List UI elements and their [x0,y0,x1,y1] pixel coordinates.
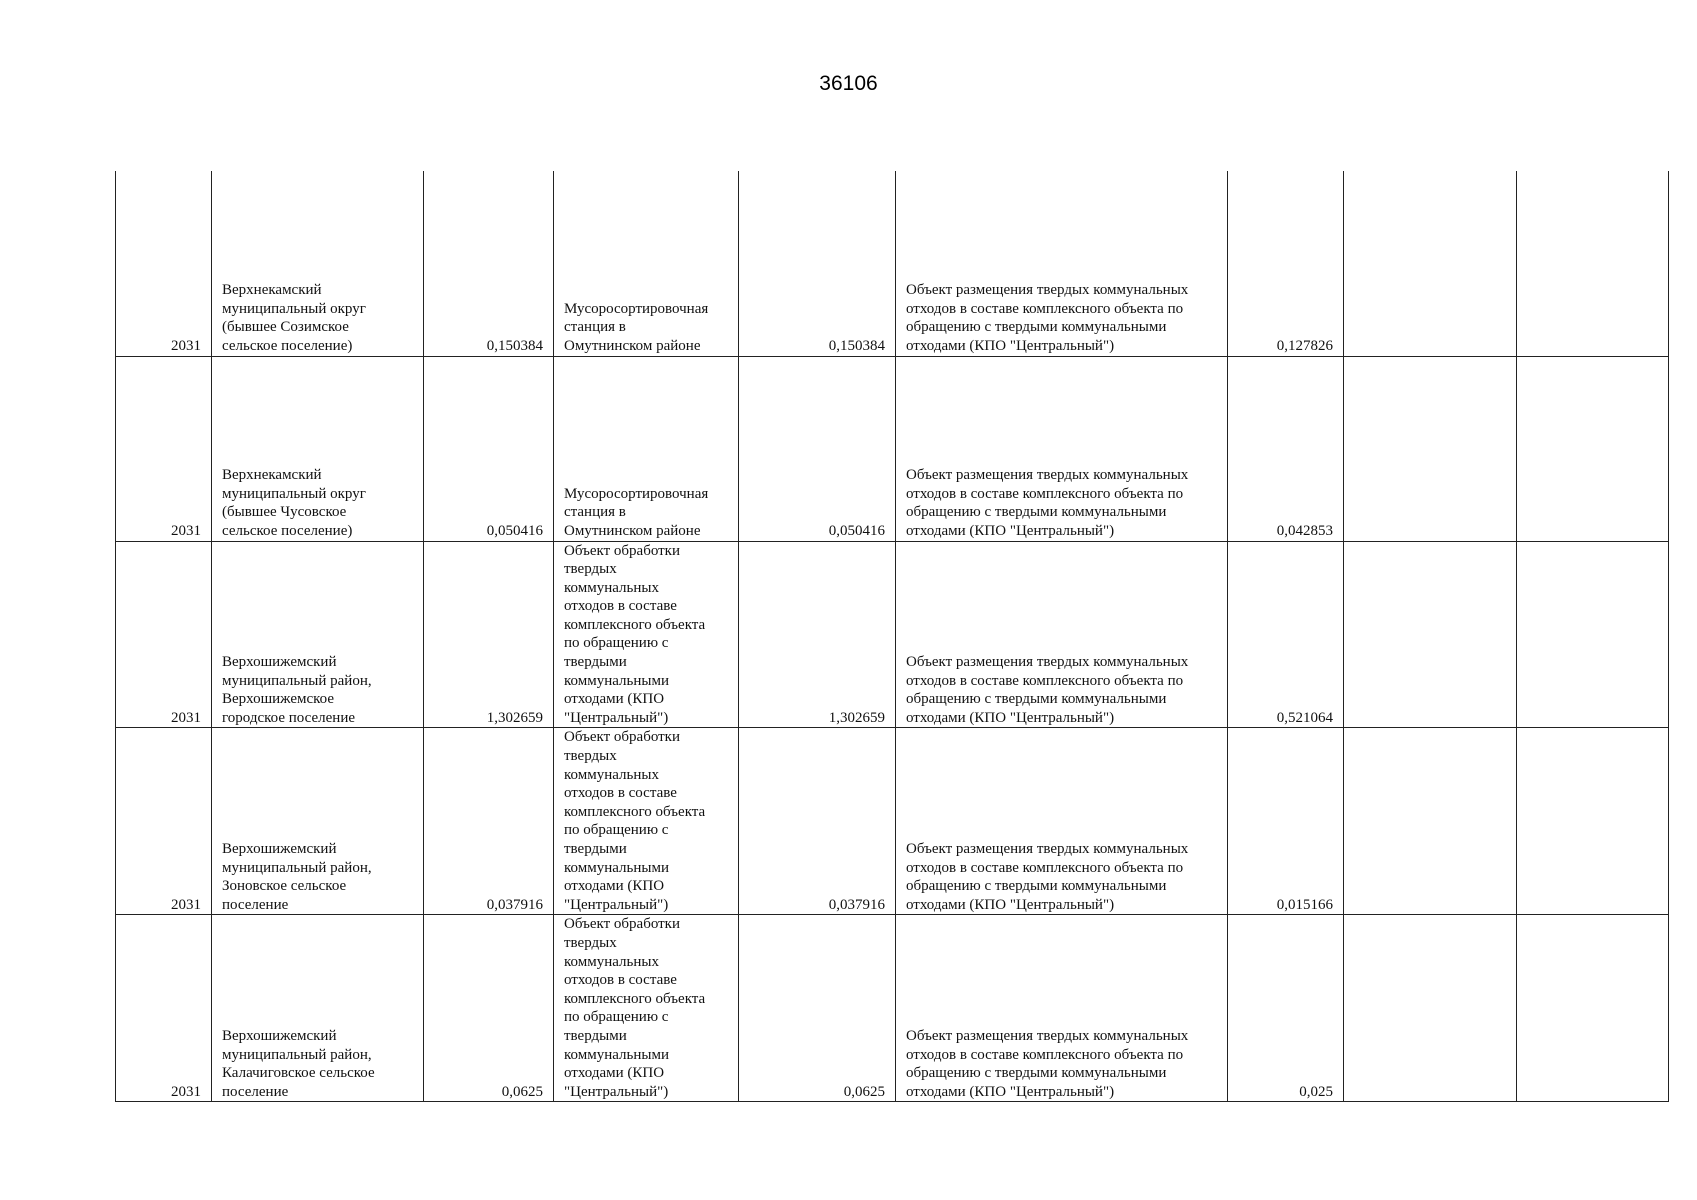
empty-cell [1517,728,1669,915]
waste-volume-cell: 0,037916 [424,728,554,915]
processing-facility-cell: Объект обработки твердых коммунальных отходов в составе комплексного объекта по обращению с твердыми коммунальными отходами (КПО "Центральный") [554,728,739,915]
waste-volume-cell: 0,050416 [424,356,554,541]
empty-cell [1344,541,1517,728]
page-number: 36106 [819,72,878,95]
disposal-facility-cell: Объект размещения твердых коммунальных отходов в составе комплексного объекта по обращению с твердыми коммунальными отходами (КПО "Центральный") [896,541,1228,728]
processing-facility-cell: Мусоросортировочная станция в Омутнинском районе [554,171,739,356]
waste-flow-table [115,171,1669,1102]
waste-volume-cell: 0,150384 [424,171,554,356]
table-row [116,728,1669,915]
processing-volume-cell: 1,302659 [739,541,896,728]
table-row [116,541,1669,728]
municipality-cell: Верхнекамский муниципальный округ (бывшее Созимское сельское поселение) [212,171,424,356]
year-cell: 2031 [116,541,212,728]
empty-cell [1517,356,1669,541]
disposal-facility-cell: Объект размещения твердых коммунальных отходов в составе комплексного объекта по обращению с твердыми коммунальными отходами (КПО "Центральный") [896,171,1228,356]
disposal-volume-cell: 0,042853 [1228,356,1344,541]
disposal-volume-cell: 0,025 [1228,915,1344,1102]
empty-cell [1517,541,1669,728]
empty-cell [1344,915,1517,1102]
empty-cell [1517,171,1669,356]
disposal-facility-cell: Объект размещения твердых коммунальных отходов в составе комплексного объекта по обращению с твердыми коммунальными отходами (КПО "Центральный") [896,356,1228,541]
empty-cell [1517,915,1669,1102]
processing-volume-cell: 0,0625 [739,915,896,1102]
processing-facility-cell: Мусоросортировочная станция в Омутнинском районе [554,356,739,541]
empty-cell [1344,356,1517,541]
disposal-volume-cell: 0,127826 [1228,171,1344,356]
processing-facility-cell: Объект обработки твердых коммунальных отходов в составе комплексного объекта по обращению с твердыми коммунальными отходами (КПО "Центральный") [554,915,739,1102]
table-row [116,356,1669,541]
disposal-facility-cell: Объект размещения твердых коммунальных отходов в составе комплексного объекта по обращению с твердыми коммунальными отходами (КПО "Центральный") [896,915,1228,1102]
processing-facility-cell: Объект обработки твердых коммунальных отходов в составе комплексного объекта по обращению с твердыми коммунальными отходами (КПО "Центральный") [554,541,739,728]
year-cell: 2031 [116,915,212,1102]
disposal-facility-cell: Объект размещения твердых коммунальных отходов в составе комплексного объекта по обращению с твердыми коммунальными отходами (КПО "Центральный") [896,728,1228,915]
year-cell: 2031 [116,171,212,356]
municipality-cell: Верхошижемский муниципальный район, Калачиговское сельское поселение [212,915,424,1102]
municipality-cell: Верхнекамский муниципальный округ (бывшее Чусовское сельское поселение) [212,356,424,541]
municipality-cell: Верхошижемский муниципальный район, Зоновское сельское поселение [212,728,424,915]
year-cell: 2031 [116,728,212,915]
empty-cell [1344,171,1517,356]
municipality-cell: Верхошижемский муниципальный район, Верхошижемское городское поселение [212,541,424,728]
waste-volume-cell: 0,0625 [424,915,554,1102]
processing-volume-cell: 0,050416 [739,356,896,541]
disposal-volume-cell: 0,521064 [1228,541,1344,728]
table-row [116,915,1669,1102]
processing-volume-cell: 0,037916 [739,728,896,915]
empty-cell [1344,728,1517,915]
table-row [116,171,1669,356]
disposal-volume-cell: 0,015166 [1228,728,1344,915]
year-cell: 2031 [116,356,212,541]
processing-volume-cell: 0,150384 [739,171,896,356]
waste-volume-cell: 1,302659 [424,541,554,728]
